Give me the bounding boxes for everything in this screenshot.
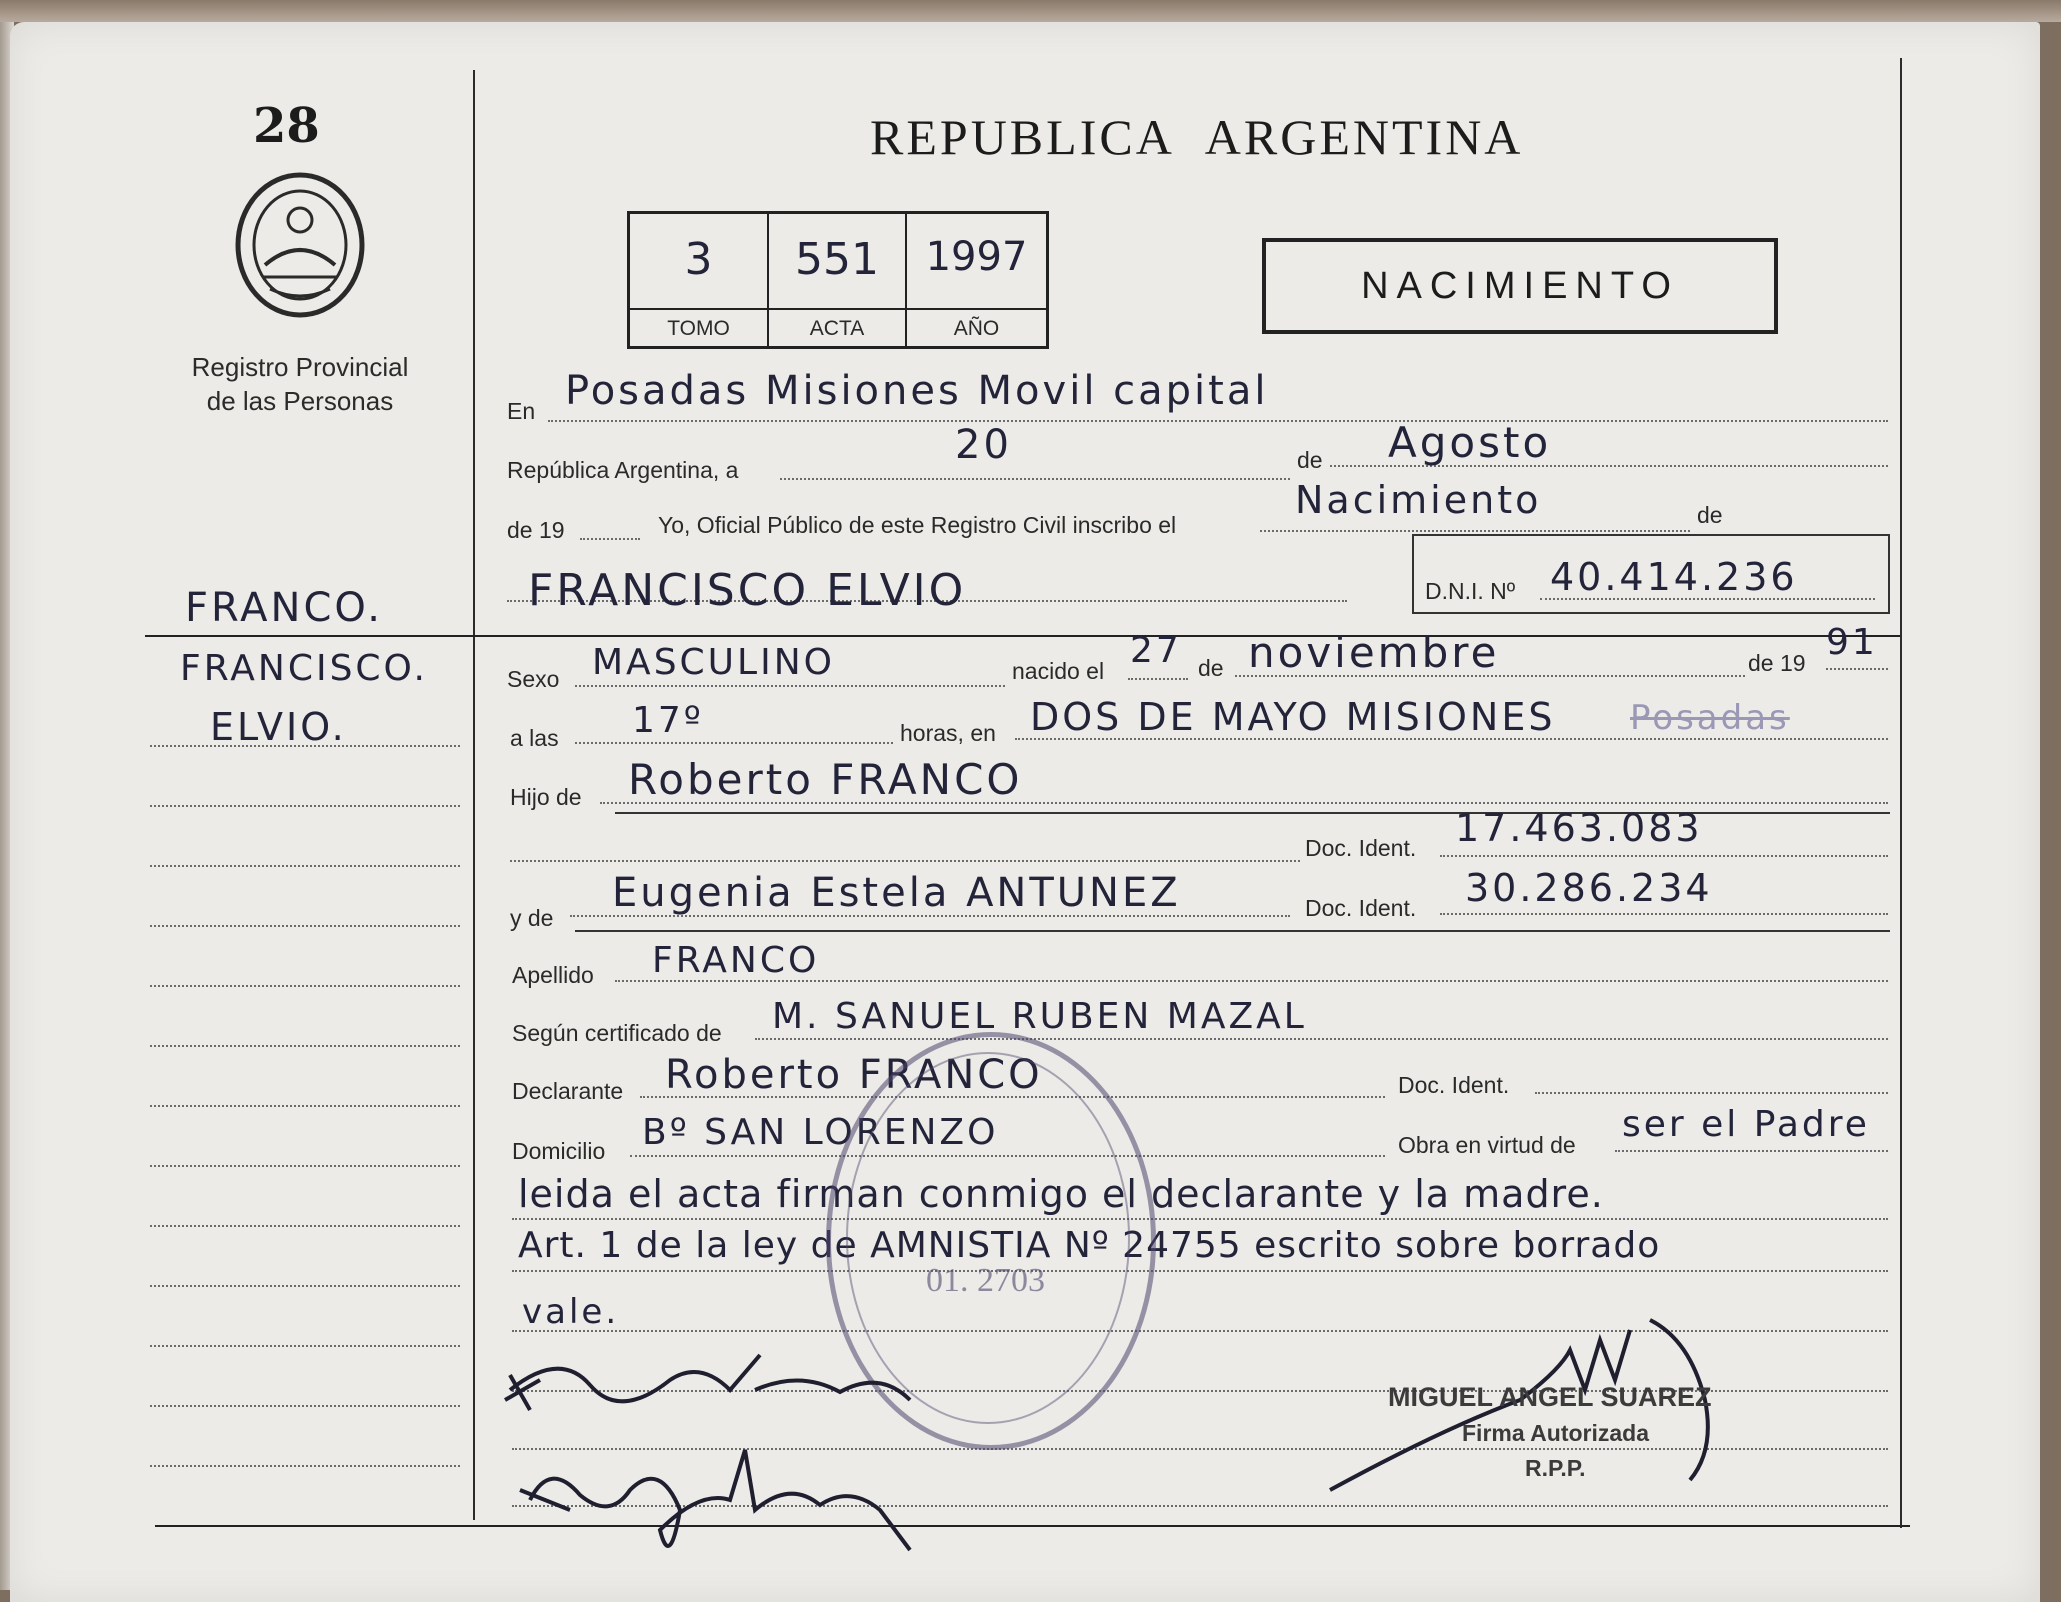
line-year (580, 538, 640, 540)
label-segun: Según certificado de (512, 1020, 722, 1046)
margin-name2: ELVIO. (210, 705, 347, 749)
value-name: FRANCISCO ELVIO (528, 565, 967, 616)
acta-label: ACTA (769, 308, 905, 348)
value-father: Roberto FRANCO (628, 755, 1023, 804)
bottom-rule (155, 1525, 1910, 1527)
value-address: Bº SAN LORENZO (642, 1112, 999, 1153)
value-sex: MASCULINO (592, 642, 835, 683)
acta-cell (769, 214, 907, 346)
ano-label: AÑO (907, 308, 1046, 348)
label-domicilio: Domicilio (512, 1138, 606, 1164)
official-role: Firma Autorizada (1462, 1420, 1650, 1446)
tomo-label: TOMO (630, 308, 767, 348)
margin-line (150, 1285, 460, 1287)
margin-name1: FRANCISCO. (180, 648, 428, 689)
margin-line (150, 1225, 460, 1227)
value-by-virtue: ser el Padre (1622, 1104, 1870, 1145)
line-father-doc (1440, 855, 1888, 857)
rule-mother (575, 930, 1890, 932)
value-birth-place-struck: Posadas (1630, 698, 1790, 738)
note-1: leida el acta firman conmigo el declarante y la madre. (518, 1172, 1604, 1216)
notes-line-1 (512, 1218, 1888, 1220)
label-de-end: de (1697, 502, 1723, 528)
value-birth-place: DOS DE MAYO MISIONES (1030, 695, 1556, 739)
value-mother: Eugenia Estela ANTUNEZ (612, 870, 1181, 916)
provincial-seal-icon (225, 165, 375, 325)
label-sexo: Sexo (507, 666, 560, 692)
label-yo-oficial: Yo, Oficial Público de este Registro Civil inscribo el (658, 512, 1177, 538)
label-obra: Obra en virtud de (1398, 1132, 1576, 1158)
value-dni: 40.414.236 (1550, 555, 1798, 599)
notes-line-2 (512, 1270, 1888, 1272)
line-birth-day (1128, 678, 1188, 680)
value-surname: FRANCO (652, 940, 820, 981)
value-certificate: M. SANUEL RUBEN MAZAL (772, 996, 1307, 1037)
ano-cell (907, 214, 1046, 346)
label-doc3: Doc. Ident. (1398, 1072, 1510, 1098)
label-dni: D.N.I. Nº (1425, 578, 1516, 604)
value-act: Nacimiento (1295, 478, 1542, 522)
label-horas-en: horas, en (900, 720, 996, 746)
label-nacido: nacido el (1012, 658, 1105, 684)
value-day: 20 (955, 422, 1012, 468)
value-hour: 17º (632, 700, 704, 741)
value-declarant: Roberto FRANCO (665, 1052, 1043, 1098)
page-top-edge (0, 0, 2061, 22)
record-box (627, 211, 1049, 349)
label-hijo-de: Hijo de (510, 784, 582, 810)
line-by-virtue (1615, 1150, 1888, 1152)
ano-value: 1997 (925, 234, 1028, 280)
margin-line (150, 1465, 460, 1467)
label-de2: de (1198, 655, 1224, 681)
line-certificate (755, 1038, 1888, 1040)
value-birth-day: 27 (1130, 630, 1182, 671)
label-declarante: Declarante (512, 1078, 624, 1104)
official-name: MIGUEL ANGEL SUAREZ (1388, 1382, 1712, 1412)
line-en (548, 420, 1888, 422)
line-father-2 (510, 860, 1300, 862)
line-hour (575, 742, 893, 744)
line-act (1260, 530, 1690, 532)
margin-line (150, 1105, 460, 1107)
note-2: Art. 1 de la ley de AMNISTIA Nº 24755 escrito sobre borrado (518, 1225, 1661, 1266)
label-en: En (507, 398, 536, 424)
margin-line (150, 925, 460, 927)
right-border (1900, 58, 1902, 1528)
act-type-box: NACIMIENTO (1262, 238, 1778, 334)
official-org: R.P.P. (1525, 1455, 1586, 1481)
value-month: Agosto (1388, 418, 1552, 467)
line-mother-doc (1440, 913, 1888, 915)
page-number: 28 (253, 98, 320, 154)
tomo-cell (630, 214, 769, 346)
label-doc2: Doc. Ident. (1305, 895, 1417, 921)
value-mother-doc: 30.286.234 (1465, 866, 1713, 910)
margin-line (150, 1345, 460, 1347)
margin-line (150, 1165, 460, 1167)
margin-line (150, 805, 460, 807)
value-place: Posadas Misiones Movil capital (565, 368, 1269, 414)
registry-name: Registro Provincial de las Personas (191, 352, 409, 416)
section-rule (145, 635, 1900, 637)
line-declarant-doc (1535, 1092, 1888, 1094)
label-de19b: de 19 (1748, 650, 1806, 676)
margin-line (150, 865, 460, 867)
tomo-value: 3 (684, 234, 713, 285)
margin-line (150, 1045, 460, 1047)
margin-surname: FRANCO. (185, 585, 383, 631)
label-a-las: a las (510, 725, 559, 751)
value-birth-month: noviembre (1248, 628, 1500, 677)
label-de19: de 19 (507, 517, 565, 543)
label-republica: República Argentina, a (507, 457, 739, 483)
label-doc1: Doc. Ident. (1305, 835, 1417, 861)
declarant-signature-icon (500, 1330, 920, 1430)
stamp-number: 01. 2703 (926, 1262, 1045, 1299)
mother-signature-icon (510, 1440, 930, 1580)
label-y-de: y de (510, 905, 554, 931)
value-birth-year: 91 (1826, 622, 1878, 663)
margin-line (150, 985, 460, 987)
note-3: vale. (522, 1292, 620, 1332)
margin-line (150, 745, 460, 747)
line-birth-year (1826, 668, 1888, 670)
label-de: de (1297, 447, 1323, 473)
line-day (780, 478, 1290, 480)
line-sex (575, 685, 1005, 687)
margin-line (150, 1405, 460, 1407)
value-father-doc: 17.463.083 (1455, 806, 1703, 850)
margin-divider (473, 70, 475, 1520)
page-title: REPUBLICA ARGENTINA (870, 109, 1524, 165)
acta-value: 551 (795, 234, 879, 285)
label-apellido: Apellido (512, 962, 594, 988)
